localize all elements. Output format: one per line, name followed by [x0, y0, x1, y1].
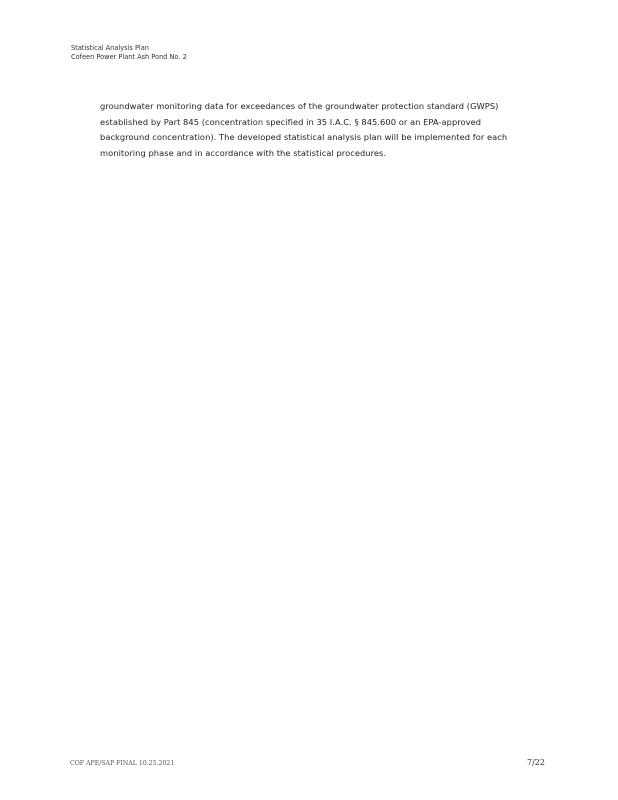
footer-document-id: COF APE/SAP FINAL 10.25.2021: [70, 760, 175, 767]
footer-page-number: 7/22: [527, 758, 545, 767]
paragraph-line: established by Part 845 (concentration specified in 35 I.A.C. § 845.600 or an EPA-approved: [100, 116, 482, 127]
header-document-title: Statistical Analysis Plan: [71, 44, 149, 52]
page-header: [71, 44, 551, 62]
paragraph-line: background concentration). The developed statistical analysis plan will be implemented for each: [100, 132, 508, 143]
body-paragraph: [100, 99, 546, 161]
header-site-name: Cofeen Power Plant Ash Pond No. 2: [71, 53, 187, 61]
paragraph-line: monitoring phase and in accordance with the statistical procedures.: [100, 147, 387, 158]
paragraph-line: groundwater monitoring data for exceedances of the groundwater protection standard (GWPS): [100, 101, 499, 111]
